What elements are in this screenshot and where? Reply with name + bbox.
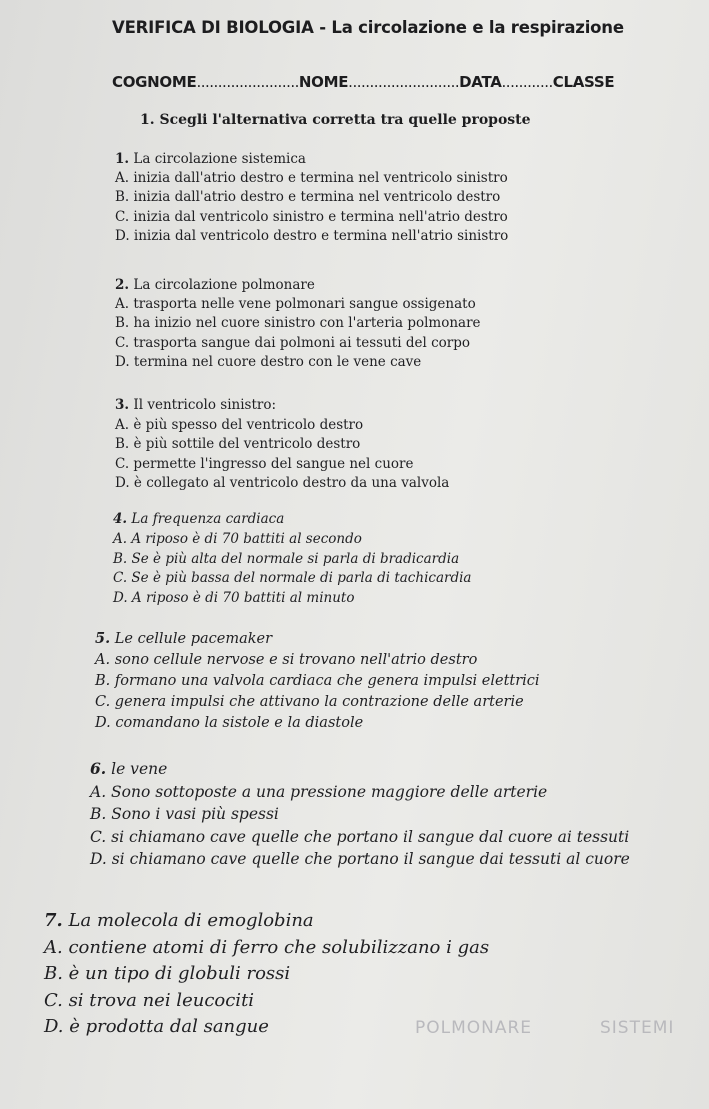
data-field[interactable]: ............ xyxy=(501,73,553,91)
nome-field[interactable]: .......................... xyxy=(348,73,460,91)
question-7-number: 7. xyxy=(44,910,63,931)
page-title: VERIFICA DI BIOLOGIA - La circolazione e la respirazione xyxy=(112,18,624,37)
question-4-option-d[interactable]: D. A riposo è di 70 battiti al minuto xyxy=(113,590,355,607)
question-1-stem xyxy=(115,150,508,169)
question-3-option-d[interactable]: D. è collegato al ventricolo destro da una valvola xyxy=(115,475,450,491)
question-5-option-a[interactable]: A. sono cellule nervose e si trovano nell'atrio destro xyxy=(95,652,478,668)
question-4-option-a[interactable]: A. A riposo è di 70 battiti al secondo xyxy=(113,530,362,547)
question-3-option-b[interactable]: B. è più sottile del ventricolo destro xyxy=(115,436,361,452)
question-6-number: 6. xyxy=(90,759,107,778)
question-5-number: 5. xyxy=(95,630,111,647)
question-5-option-c[interactable]: C. genera impulsi che attivano la contrazione delle arterie xyxy=(95,694,524,710)
data-label: DATA xyxy=(459,73,502,91)
cognome-field[interactable]: ........................ xyxy=(196,73,299,91)
question-6-text: le vene xyxy=(111,760,168,778)
question-4 xyxy=(113,510,471,609)
question-1-text: La circolazione sistemica xyxy=(133,151,306,167)
classe-label: CLASSE xyxy=(552,73,615,91)
student-info-line xyxy=(112,73,709,91)
question-1-option-b[interactable]: B. inizia dall'atrio destro e termina nel ventricolo destro xyxy=(115,189,501,206)
question-4-stem xyxy=(113,510,471,530)
question-5-option-b[interactable]: B. formano una valvola cardiaca che genera impulsi elettrici xyxy=(95,673,540,689)
question-3-text: Il ventricolo sinistro: xyxy=(133,397,277,413)
question-5-text: Le cellule pacemaker xyxy=(114,631,273,647)
question-7-option-a[interactable]: A. contiene atomi di ferro che solubilizzano i gas xyxy=(44,936,490,958)
question-2-stem xyxy=(115,276,481,295)
question-4-text: La frequenza cardiaca xyxy=(131,511,285,527)
question-6-option-b[interactable]: B. Sono i vasi più spessi xyxy=(90,805,279,823)
question-3 xyxy=(115,396,449,494)
question-7-stem xyxy=(44,908,489,935)
question-7-option-c[interactable]: C. si trova nei leucociti xyxy=(44,989,255,1011)
question-1-option-a[interactable]: A. inizia dall'atrio destro e termina nel ventricolo sinistro xyxy=(115,170,508,187)
question-2-option-d[interactable]: D. termina nel cuore destro con le vene cave xyxy=(115,353,422,370)
question-7-option-b[interactable]: B. è un tipo di globuli rossi xyxy=(44,963,291,984)
question-1 xyxy=(115,150,508,246)
question-4-option-b[interactable]: B. Se è più alta del normale si parla di bradicardia xyxy=(113,550,460,567)
question-4-number: 4. xyxy=(113,511,128,527)
question-2 xyxy=(115,276,481,372)
question-3-option-a[interactable]: A. è più spesso del ventricolo destro xyxy=(115,416,364,433)
question-5-stem xyxy=(95,628,540,650)
instruction-text: 1. Scegli l'alternativa corretta tra quelle proposte xyxy=(140,112,531,128)
question-6 xyxy=(90,758,630,871)
question-7-text: La molecola di emoglobina xyxy=(68,910,314,931)
question-6-option-a[interactable]: A. Sono sottoposte a una pressione maggiore delle arterie xyxy=(90,782,548,801)
bleed-through-word-1: POLMONARE xyxy=(415,1018,533,1038)
cognome-label: COGNOME xyxy=(112,73,197,91)
question-1-number: 1. xyxy=(115,151,130,167)
bleed-through-word-2: SISTEMI xyxy=(600,1018,675,1038)
question-3-number: 3. xyxy=(115,397,130,413)
question-6-option-c[interactable]: C. si chiamano cave quelle che portano il sangue dal cuore ai tessuti xyxy=(90,827,630,846)
question-6-stem xyxy=(90,758,630,781)
question-7-option-d[interactable]: D. è prodotta dal sangue xyxy=(44,1016,269,1037)
question-3-option-c[interactable]: C. permette l'ingresso del sangue nel cuore xyxy=(115,455,414,472)
question-2-text: La circolazione polmonare xyxy=(133,277,315,293)
question-2-option-b[interactable]: B. ha inizio nel cuore sinistro con l'arteria polmonare xyxy=(115,315,481,332)
question-1-option-d[interactable]: D. inizia dal ventricolo destro e termina nell'atrio sinistro xyxy=(115,227,509,244)
question-5 xyxy=(95,628,540,734)
question-2-option-a[interactable]: A. trasporta nelle vene polmonari sangue ossigenato xyxy=(115,296,476,313)
question-1-option-c[interactable]: C. inizia dal ventricolo sinistro e termina nell'atrio destro xyxy=(115,208,508,225)
question-2-option-c[interactable]: C. trasporta sangue dai polmoni ai tessuti del corpo xyxy=(115,334,470,351)
question-4-option-c[interactable]: C. Se è più bassa del normale di parla di tachicardia xyxy=(113,570,472,587)
question-3-stem xyxy=(115,396,449,416)
question-2-number: 2. xyxy=(115,277,130,293)
question-6-option-d[interactable]: D. si chiamano cave quelle che portano il sangue dai tessuti al cuore xyxy=(90,850,630,868)
nome-label: NOME xyxy=(298,73,349,91)
question-5-option-d[interactable]: D. comandano la sistole e la diastole xyxy=(95,715,364,731)
